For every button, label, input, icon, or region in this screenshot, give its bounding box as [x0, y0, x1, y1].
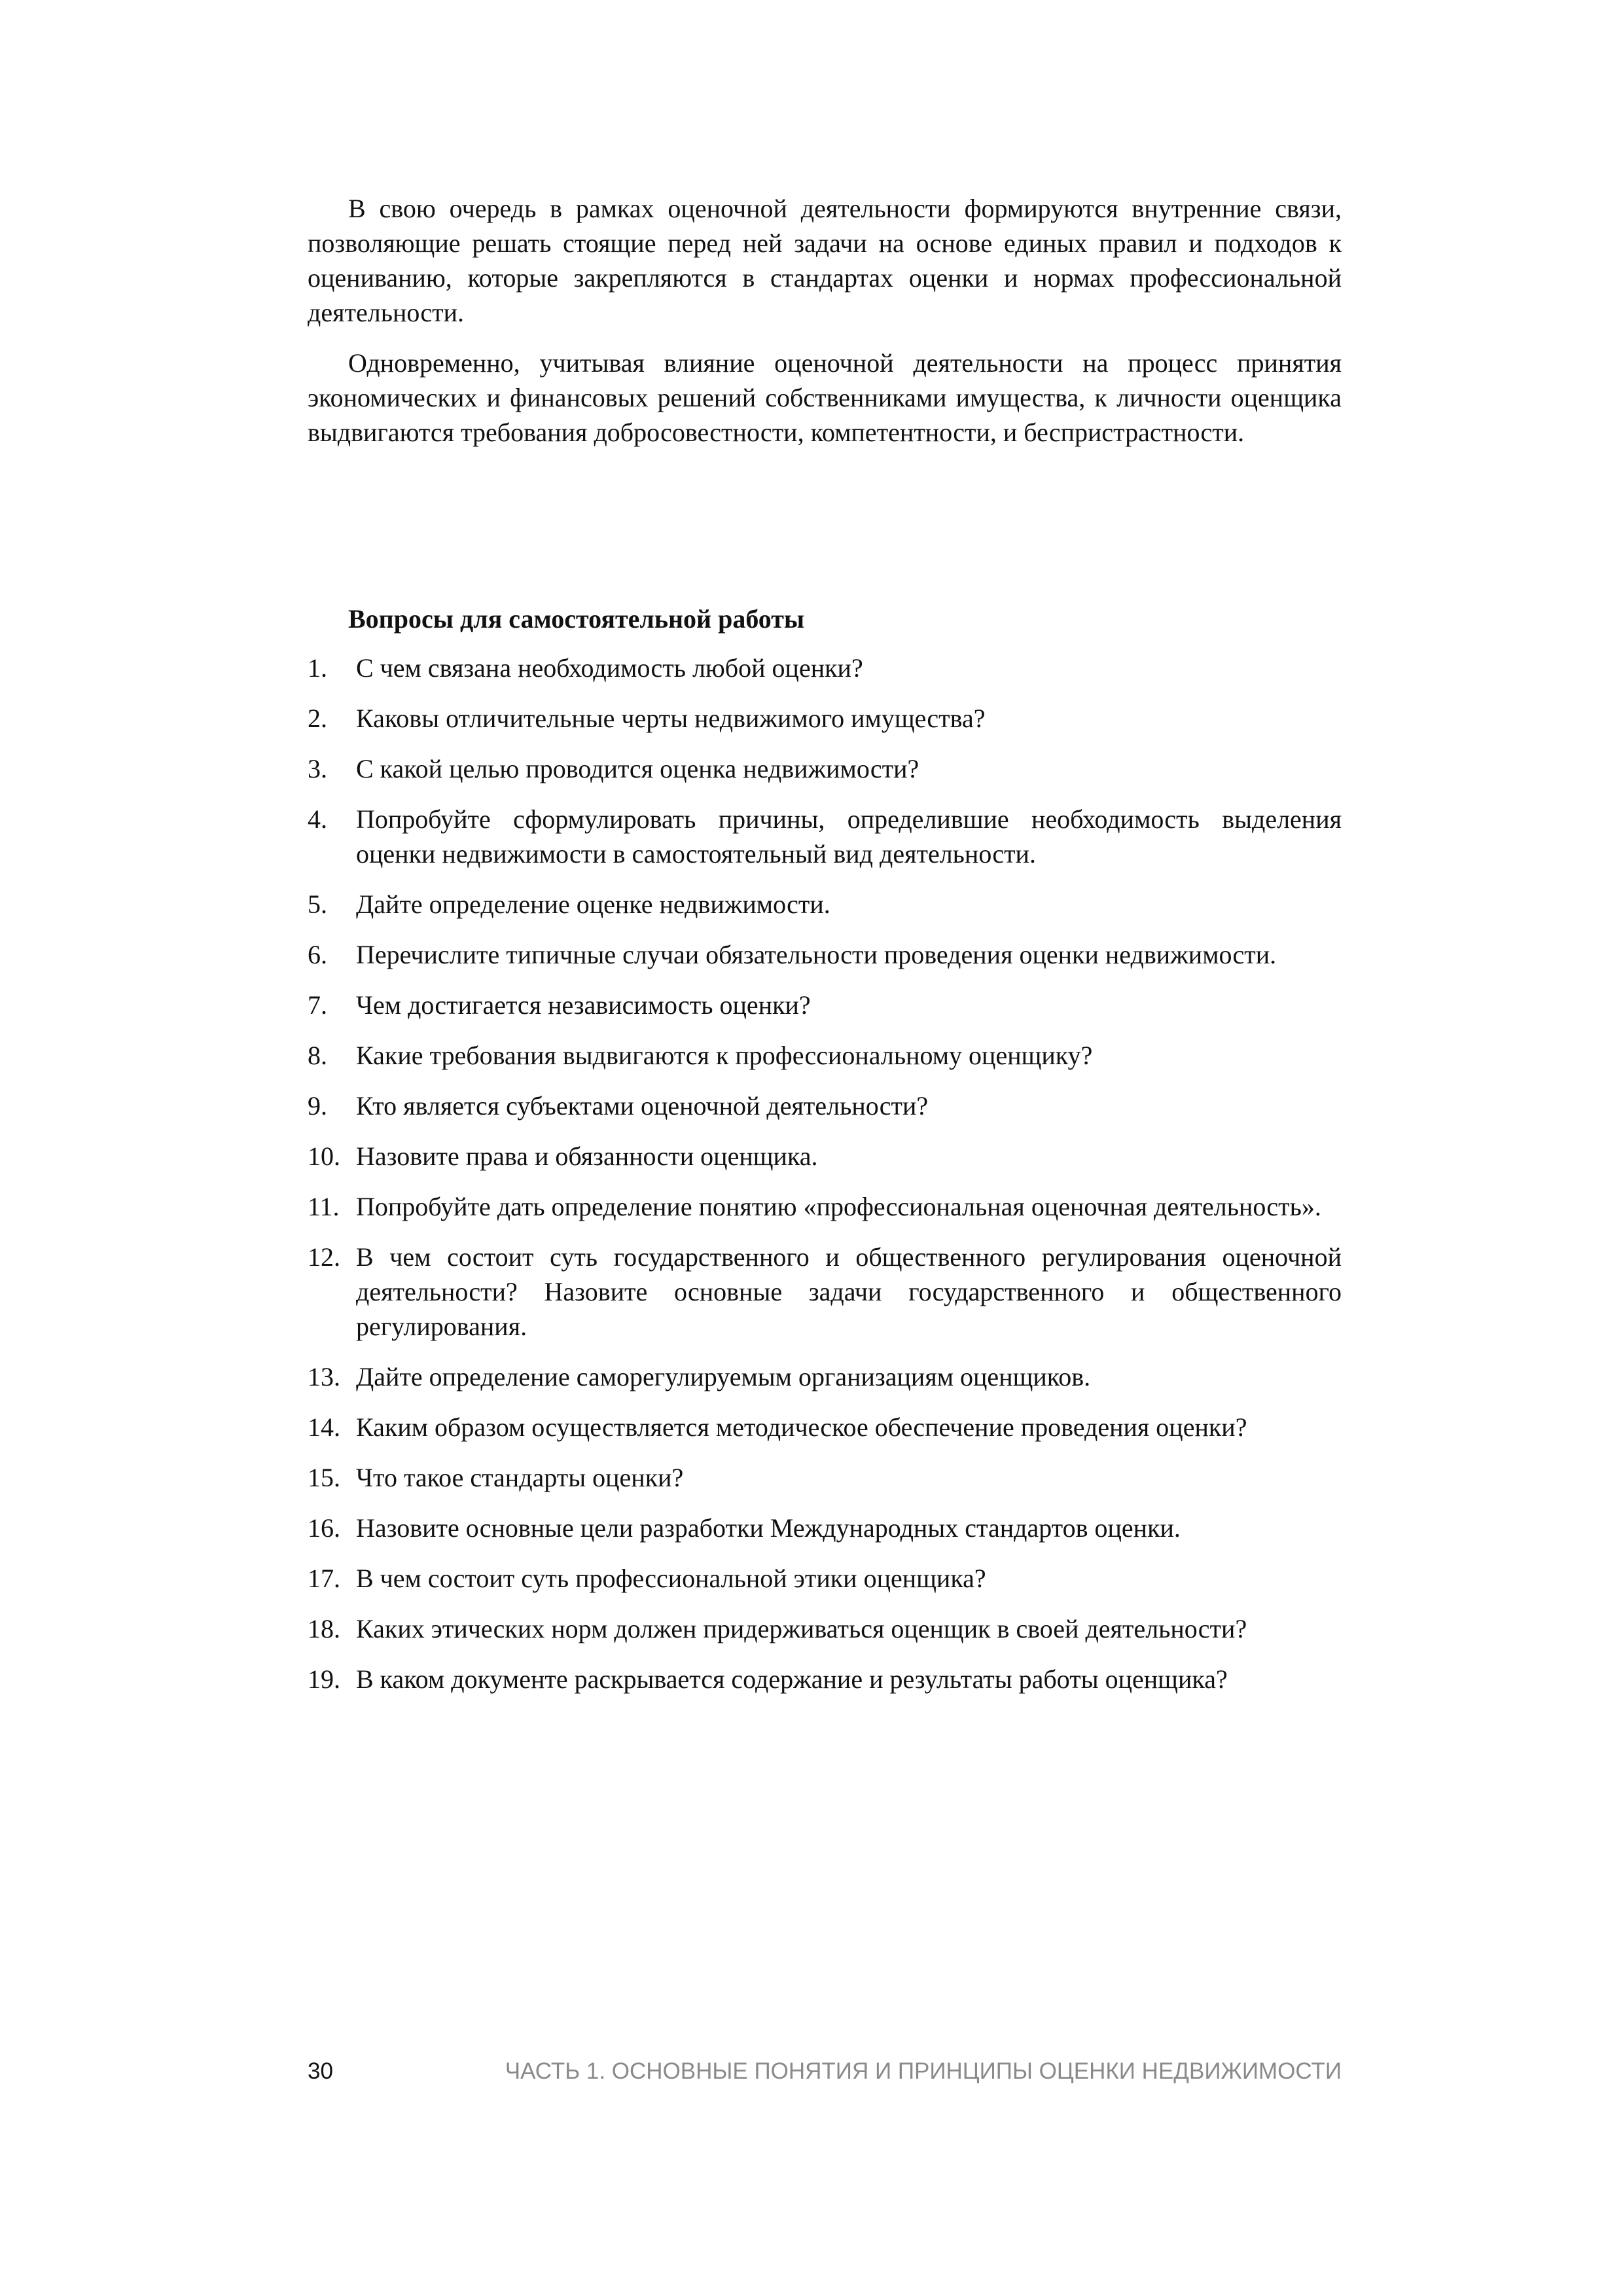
- question-item: [308, 1561, 1342, 1596]
- question-text: Назовите основные цели разработки Международных стандартов оценки.: [356, 1513, 1181, 1543]
- question-item: [308, 651, 1342, 685]
- question-number: 14.: [308, 1412, 340, 1442]
- question-number: 9.: [308, 1091, 327, 1121]
- question-number: 1.: [308, 653, 327, 683]
- question-item: [308, 1511, 1342, 1545]
- question-number: 5.: [308, 889, 327, 919]
- question-text: Дайте определение оценке недвижимости.: [356, 889, 830, 919]
- question-text: Попробуйте дать определение понятию «профессиональная оценочная деятельность».: [356, 1192, 1321, 1221]
- question-number: 12.: [308, 1242, 340, 1272]
- page-footer: [308, 2052, 1342, 2091]
- question-text: В чем состоит суть государственного и общественного регулирования оценочной деятельности? Назовите основные задачи государственного и общественного регулирования.: [356, 1242, 1342, 1341]
- question-text: Каким образом осуществляется методическое обеспечение проведения оценки?: [356, 1412, 1247, 1442]
- question-item: [308, 1662, 1342, 1696]
- question-item: [308, 1359, 1342, 1394]
- question-text: С какой целью проводится оценка недвижимости?: [356, 754, 919, 783]
- question-text: Дайте определение саморегулируемым организациям оценщиков.: [356, 1362, 1091, 1391]
- question-item: [308, 988, 1342, 1022]
- body-paragraph: Одновременно, учитывая влияние оценочной деятельности на процесс принятия экономических и финансовых решений собственниками имущества, к личности оценщика выдвигаются требования добросовестности, компетентности, и беспристрастности.: [308, 348, 1342, 447]
- question-number: 7.: [308, 990, 327, 1020]
- page-number: 30: [308, 2058, 333, 2084]
- body-paragraph: В свою очередь в рамках оценочной деятельности формируются внутренние связи, позволяющие решать стоящие перед ней задачи на основе единых правил и подходов к оцениванию, которые закрепляются в стандартах оценки и нормах профессиональной деятельности.: [308, 194, 1342, 327]
- question-item: [308, 1088, 1342, 1123]
- question-text: Назовите права и обязанности оценщика.: [356, 1141, 818, 1171]
- question-text: Каковы отличительные черты недвижимого имущества?: [356, 704, 986, 733]
- question-item: [308, 802, 1342, 871]
- question-number: 15.: [308, 1463, 340, 1492]
- question-item: [308, 1038, 1342, 1073]
- question-number: 3.: [308, 754, 327, 783]
- question-number: 8.: [308, 1041, 327, 1070]
- question-number: 19.: [308, 1664, 340, 1694]
- question-item: [308, 1240, 1342, 1344]
- question-item: [308, 1139, 1342, 1174]
- question-number: 18.: [308, 1614, 340, 1643]
- question-item: [308, 1410, 1342, 1444]
- questions-list: [308, 651, 1342, 1696]
- question-text: Перечислите типичные случаи обязательности проведения оценки недвижимости.: [356, 940, 1277, 969]
- question-item: [308, 751, 1342, 786]
- question-number: 2.: [308, 704, 327, 733]
- page-content: [308, 191, 1342, 1712]
- question-text: В чем состоит суть профессиональной этики оценщика?: [356, 1564, 986, 1593]
- section-title: Вопросы для самостоятельной работы: [348, 604, 805, 634]
- question-text: С чем связана необходимость любой оценки?: [356, 653, 863, 683]
- question-number: 4.: [308, 804, 327, 834]
- question-number: 6.: [308, 940, 327, 969]
- question-text: Кто является субъектами оценочной деятельности?: [356, 1091, 929, 1121]
- question-number: 17.: [308, 1564, 340, 1593]
- running-title: ЧАСТЬ 1. ОСНОВНЫЕ ПОНЯТИЯ И ПРИНЦИПЫ ОЦЕНКИ НЕДВИЖИМОСТИ: [505, 2058, 1342, 2084]
- question-number: 10.: [308, 1141, 340, 1171]
- question-item: [308, 887, 1342, 922]
- question-item: [308, 701, 1342, 736]
- question-text: Попробуйте сформулировать причины, определившие необходимость выделения оценки недвижимости в самостоятельный вид деятельности.: [356, 804, 1342, 869]
- question-item: [308, 1460, 1342, 1495]
- question-text: Чем достигается независимость оценки?: [356, 990, 811, 1020]
- question-number: 16.: [308, 1513, 340, 1543]
- question-number: 11.: [308, 1192, 340, 1221]
- question-text: Что такое стандарты оценки?: [356, 1463, 684, 1492]
- question-item: [308, 1611, 1342, 1646]
- question-item: [308, 937, 1342, 972]
- question-text: В каком документе раскрывается содержание и результаты работы оценщика?: [356, 1664, 1228, 1694]
- question-item: [308, 1189, 1342, 1224]
- question-number: 13.: [308, 1362, 340, 1391]
- question-text: Какие требования выдвигаются к профессиональному оценщику?: [356, 1041, 1093, 1070]
- question-text: Каких этических норм должен придерживаться оценщик в своей деятельности?: [356, 1614, 1247, 1643]
